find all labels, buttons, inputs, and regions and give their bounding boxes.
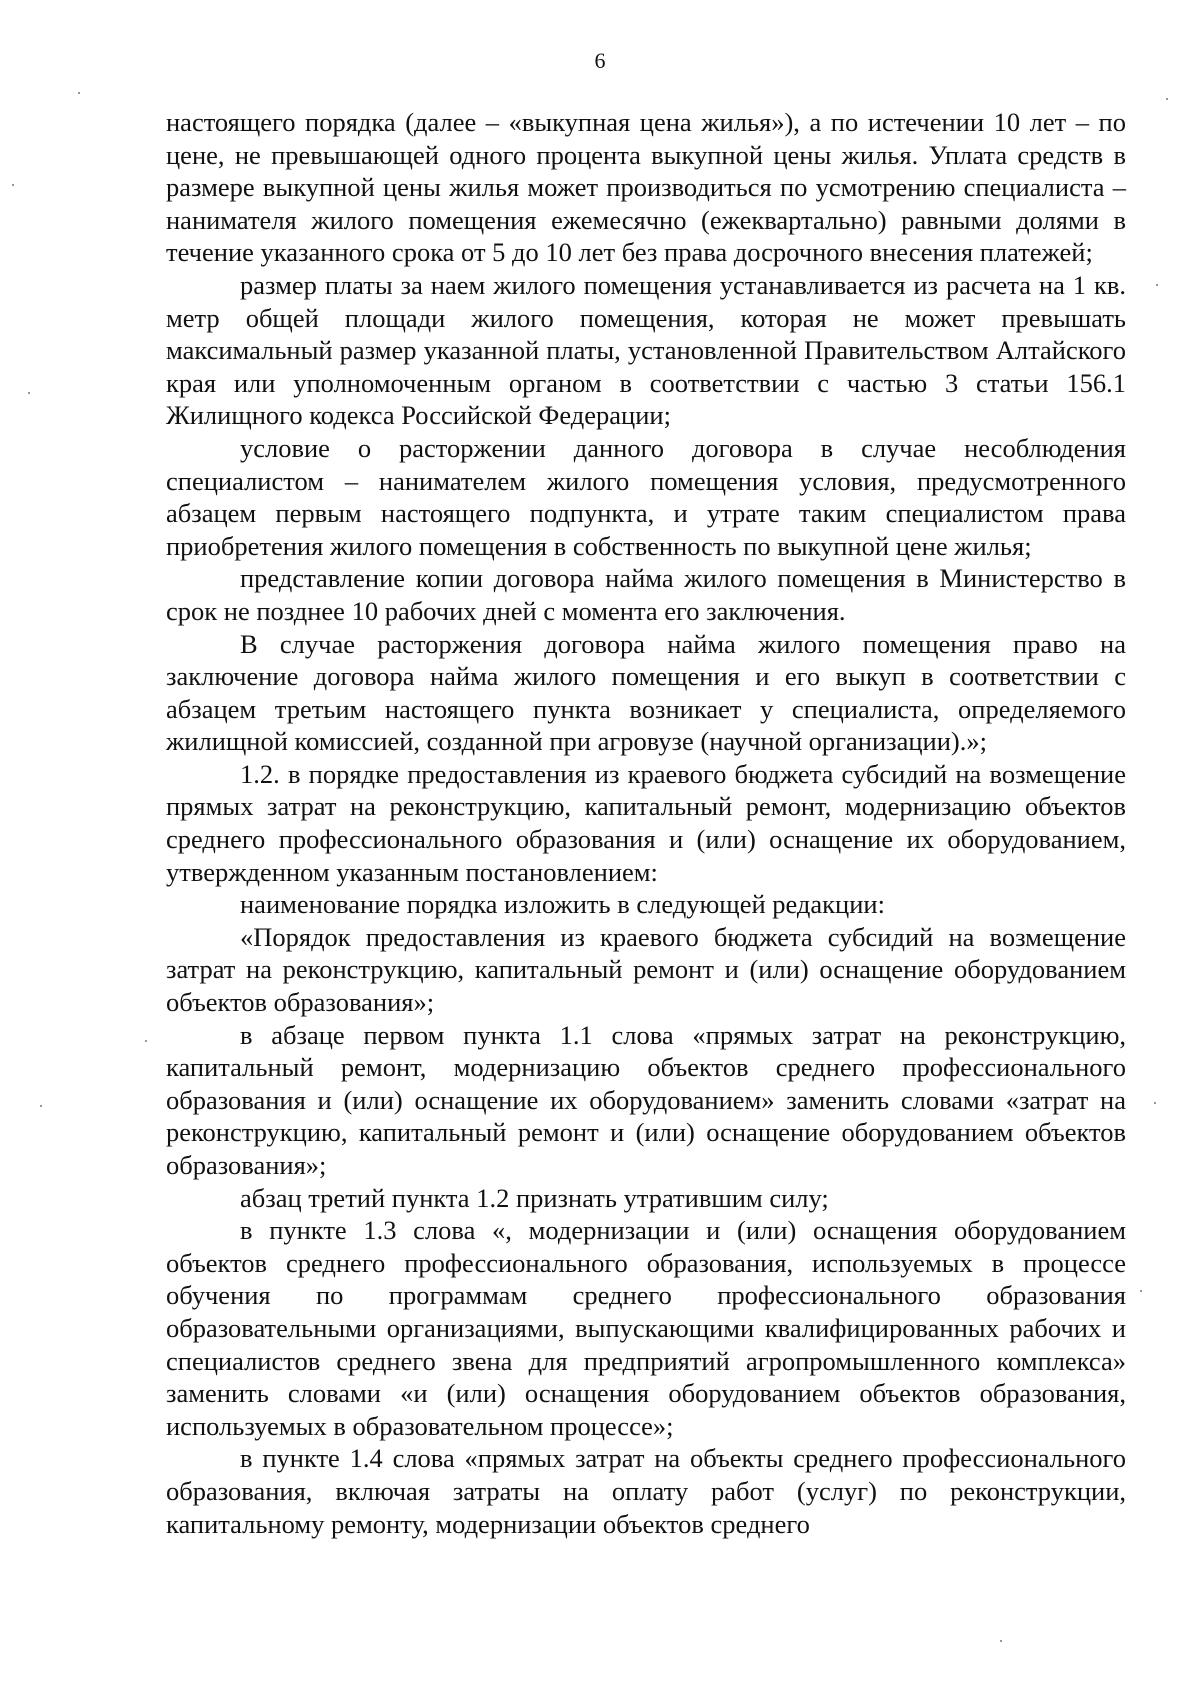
paragraph-5: В случае расторжения договора найма жилого помещения право на заключение договора найма жилого помещения и его выкуп в соответствии с абзацем третьим настоящего пункта возникает у специалиста, определяемого жилищной комиссией, созданной при агровузе (научной организации).»; <box>166 628 1126 757</box>
paragraph-2: размер платы за наем жилого помещения устанавливается из расчета на 1 кв. метр общей площади жилого помещения, которая не может превышать максимальный размер указанной платы, установленной Правительством Алтайского края или уполномоченным органом в соответствии с частью 3 статьи 156.1 Жилищного кодекса Российской Федерации; <box>166 269 1126 431</box>
paragraph-3: условие о расторжении данного договора в случае несоблюдения специалистом – нанимателем жилого помещения условия, предусмотренного абзацем первым настоящего подпункта, и утрате таким специалистом права приобретения жилого помещения в собственность по выкупной цене жилья; <box>166 432 1126 561</box>
scan-speck <box>1000 1640 1002 1642</box>
paragraph-6: 1.2. в порядке предоставления из краевого бюджета субсидий на возмещение прямых затрат на реконструкцию, капитальный ремонт, модернизацию объектов среднего профессионального образования и (или) оснащение их оборудованием, утвержденном указанным постановлением: <box>166 758 1126 887</box>
paragraph-1: настоящего порядка (далее – «выкупная цена жилья»), а по истечении 10 лет – по цене, не превышающей одного процента выкупной цены жилья. Уплата средств в размере выкупной цены жилья может производиться по усмотрению специалиста – нанимателя жилого помещения ежемесячно (ежеквартально) равными долями в течение указанного срока от 5 до 10 лет без права досрочного внесения платежей; <box>166 107 1126 268</box>
paragraph-12: в пункте 1.4 слова «прямых затрат на объекты среднего профессионального образования, включая затраты на оплату работ (услуг) по реконструкции, капитальному ремонту, модернизации объектов среднего <box>166 1443 1126 1539</box>
paragraph-10: абзац третий пункта 1.2 признать утратившим силу; <box>240 1182 829 1213</box>
scan-speck <box>1140 1290 1142 1292</box>
scan-speck <box>78 92 80 94</box>
scan-speck <box>1166 98 1168 100</box>
paragraph-4: представление копии договора найма жилого помещения в Министерство в срок не позднее 10 рабочих дней с момента его заключения. <box>166 563 1126 626</box>
document-body <box>166 106 1126 1540</box>
paragraph-8: «Порядок предоставления из краевого бюджета субсидий на возмещение затрат на реконструкцию, капитальный ремонт и (или) оснащение оборудованием объектов образования»; <box>166 921 1126 1018</box>
paragraph-9: в абзаце первом пункта 1.1 слова «прямых затрат на реконструкцию, капитальный ремонт, модернизацию объектов среднего профессионального образования и (или) оснащение их оборудованием» заменить словами «затрат на реконструкцию, капитальный ремонт и (или) оснащение оборудованием объектов образования»; <box>166 1019 1126 1180</box>
scan-speck <box>28 392 30 394</box>
scan-speck <box>1156 284 1158 286</box>
paragraph-7: наименование порядка изложить в следующей редакции: <box>240 889 885 920</box>
scan-speck <box>1154 1102 1156 1104</box>
scan-speck <box>12 184 14 186</box>
page-number: 6 <box>594 48 606 73</box>
paragraph-11: в пункте 1.3 слова «, модернизации и (или) оснащения оборудованием объектов среднего профессионального образования, используемых в процессе обучения по программам среднего профессионального образования образовательными организациями, выпускающими квалифицированных рабочих и специалистов среднего звена для предприятий агропромышленного комплекса» заменить словами «и (или) оснащения оборудованием объектов образования, используемых в образовательном процессе»; <box>166 1215 1126 1441</box>
scan-speck <box>40 1105 42 1107</box>
scan-speck <box>145 1040 147 1042</box>
